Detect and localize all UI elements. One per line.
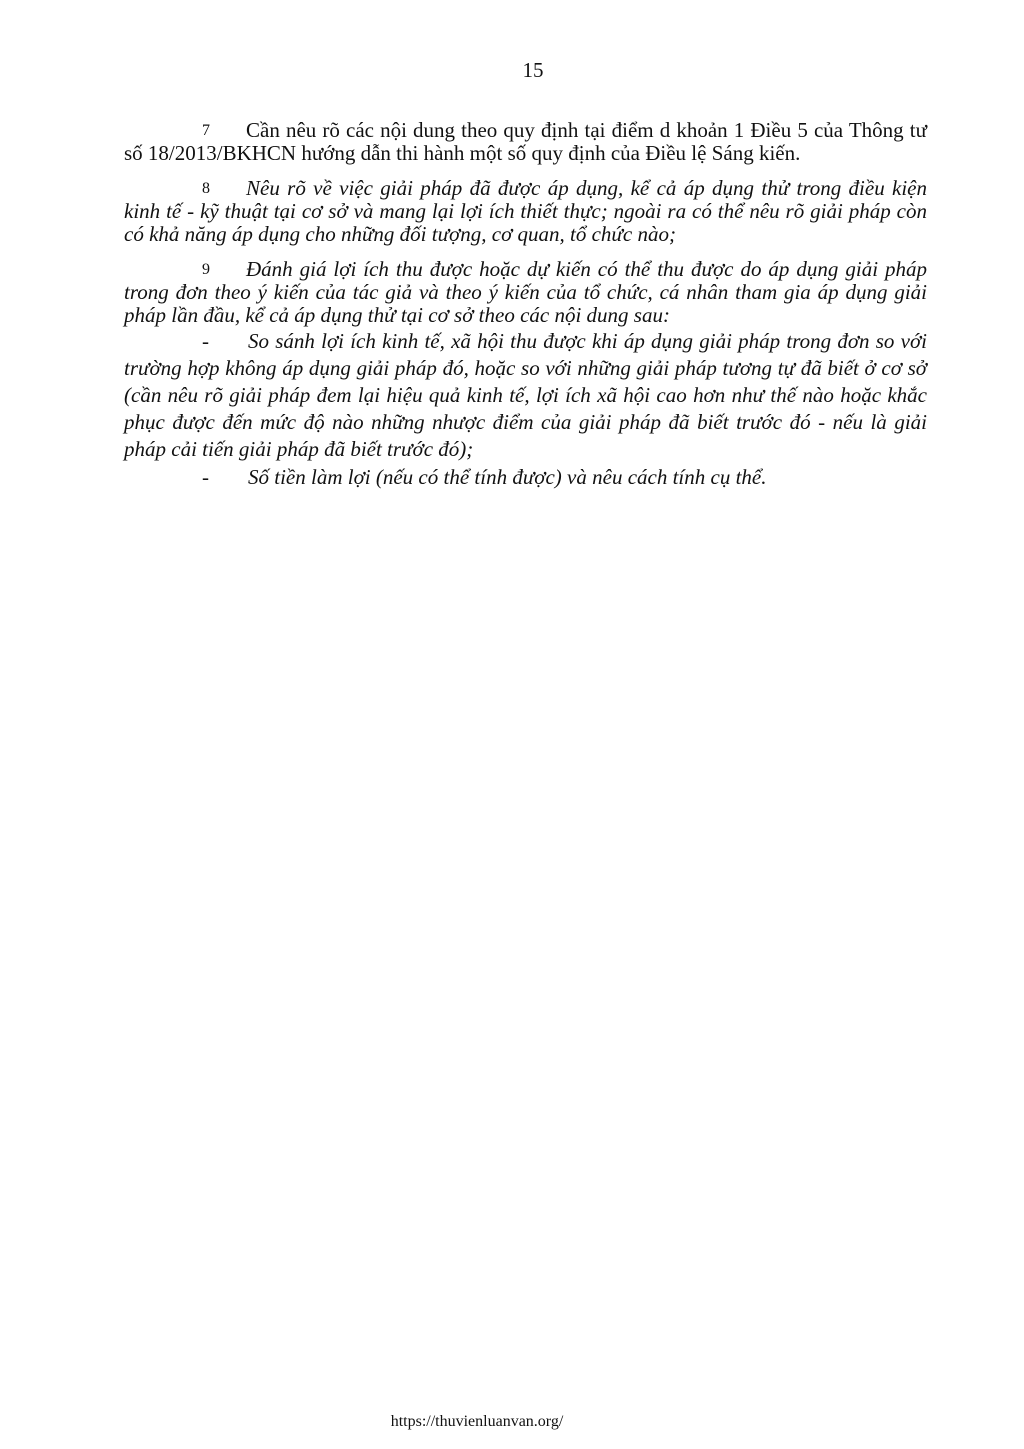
bullet-item <box>124 464 927 491</box>
footer-url: https://thuvienluanvan.org/ <box>390 1413 564 1430</box>
page-number: 15 <box>522 58 544 82</box>
bullet-dash: - <box>202 329 209 353</box>
bullet-item <box>124 328 927 463</box>
footnote-8 <box>124 177 927 246</box>
footnote-marker-7: 7 <box>202 122 210 139</box>
footnotes-section <box>124 108 927 491</box>
bullet-text: Số tiền làm lợi (nếu có thể tính được) và nêu cách tính cụ thể. <box>248 465 767 489</box>
footnote-marker-9: 9 <box>202 261 210 278</box>
footnote-text-8: Nêu rõ về việc giải pháp đã được áp dụng, kể cả áp dụng thử trong điều kiện kinh tế - kỹ thuật tại cơ sở và mang lại lợi ích thiết thực; ngoài ra có thể nêu rõ giải pháp còn có khả năng áp dụng cho những đối tượng, cơ quan, tổ chức nào; <box>124 176 927 246</box>
footnote-9 <box>124 258 927 327</box>
footnote-text-9: Đánh giá lợi ích thu được hoặc dự kiến có thể thu được do áp dụng giải pháp trong đơn theo ý kiến của tác giả và theo ý kiến của tổ chức, cá nhân tham gia áp dụng giải pháp lần đầu, kể cả áp dụng thử tại cơ sở theo các nội dung sau: <box>124 257 927 327</box>
bullet-dash: - <box>202 465 209 489</box>
footnote-marker-8: 8 <box>202 180 210 197</box>
footnote-7 <box>124 119 927 165</box>
bullet-text: So sánh lợi ích kinh tế, xã hội thu được khi áp dụng giải pháp trong đơn so với trường hợp không áp dụng giải pháp đó, hoặc so với những giải pháp tương tự đã biết ở cơ sở (cần nêu rõ giải pháp đem lại hiệu quả kinh tế, lợi ích xã hội cao hơn như thế nào hoặc khắc phục được đến mức độ nào những nhược điểm của giải pháp đã biết trước đó - nếu là giải pháp cải tiến giải pháp đã biết trước đó); <box>124 329 927 461</box>
footnote-text-7: Cần nêu rõ các nội dung theo quy định tại điểm d khoản 1 Điều 5 của Thông tư số 18/2013/BKHCN hướng dẫn thi hành một số quy định của Điều lệ Sáng kiến. <box>124 118 927 165</box>
